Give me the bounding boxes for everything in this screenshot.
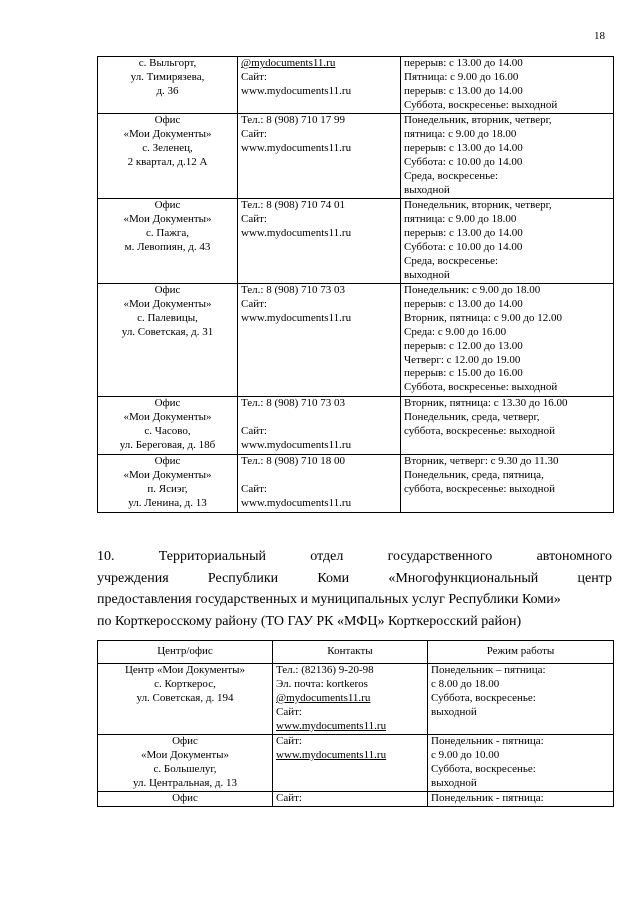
offices-table-kortkeros <box>97 640 614 807</box>
table-row <box>98 397 614 455</box>
offices-table-syktyvdinsky <box>97 56 614 513</box>
phone: Тел.: 8 (908) 710 73 03 <box>241 397 346 409</box>
page-number: 18 <box>594 30 605 42</box>
website-link[interactable]: www.mydocuments11.ru <box>241 84 352 97</box>
office-cell: Офис «Мои Документы» с. Палевицы, ул. Советская, д. 31 <box>98 284 238 397</box>
office-cell: Офис «Мои Документы» с. Часово, ул. Береговая, д. 18б <box>98 397 238 455</box>
hours-cell: Вторник, четверг: с 9.30 до 11.30 Понедельник, среда, пятница, суббота, воскресенье: выходной <box>401 455 614 513</box>
hours-cell: Понедельник, вторник, четверг, пятница: с 9.00 до 18.00 перерыв: с 13.00 до 14.00 Суббота: с 10.00 до 14.00 Среда, воскресенье: выходной <box>401 114 614 199</box>
hours-cell: Понедельник, вторник, четверг, пятница: с 9.00 до 18.00 перерыв: с 13.00 до 14.00 Суббота: с 10.00 до 14.00 Среда, воскресенье: выходной <box>401 199 614 284</box>
office-cell: Офис «Мои Документы» с. Зеленец, 2 квартал, д.12 А <box>98 114 238 199</box>
website-link[interactable]: www.mydocuments11.ru <box>241 496 352 509</box>
office-cell: Центр «Мои Документы» с. Корткерос, ул. Советская, д. 194 <box>98 664 273 735</box>
contacts-cell: Тел.: 8 (908) 710 73 03 Сайт: www.mydocuments11.ru <box>238 397 401 455</box>
contacts-cell: Тел.: 8 (908) 710 73 03 Сайт: www.mydocuments11.ru <box>238 284 401 397</box>
table-row <box>98 114 614 199</box>
website-link[interactable]: www.mydocuments11.ru <box>276 719 387 732</box>
heading-line: 10. Территориальный отдел государственного автономного <box>97 549 612 564</box>
table-header-row <box>98 641 614 664</box>
table-row <box>98 792 614 807</box>
contacts-cell: @mydocuments11.ru Сайт: www.mydocuments11.ru <box>238 57 401 114</box>
website-link[interactable]: www.mydocuments11.ru <box>241 311 352 324</box>
contacts-cell: Тел.: 8 (908) 710 18 00 Сайт: www.mydocuments11.ru <box>238 455 401 513</box>
website-link[interactable]: www.mydocuments11.ru <box>241 226 352 239</box>
heading-line: по Корткеросскому району (ТО ГАУ РК «МФЦ» Корткеросский район) <box>97 613 522 629</box>
contacts-cell: Сайт: <box>273 792 428 807</box>
contacts-cell: Тел.: (82136) 9-20-98 Эл. почта: kortkeros @mydocuments11.ru Сайт: www.mydocuments11.ru <box>273 664 428 735</box>
contacts-cell: Тел.: 8 (908) 710 17 99 Сайт: www.mydocuments11.ru <box>238 114 401 199</box>
office-cell: с. Выльгорт, ул. Тимирязева, д. 36 <box>98 57 238 114</box>
hours-cell: Вторник, пятница: с 13.30 до 16.00 Понедельник, среда, четверг, суббота, воскресенье: выходной <box>401 397 614 455</box>
table-row <box>98 455 614 513</box>
hours-cell: Понедельник - пятница: <box>428 792 614 807</box>
phone: Тел.: 8 (908) 710 73 03 <box>241 284 346 296</box>
column-header: Контакты <box>273 641 428 664</box>
website-link[interactable]: www.mydocuments11.ru <box>241 438 352 451</box>
phone: Тел.: 8 (908) 710 74 01 <box>241 199 346 211</box>
contacts-cell: Тел.: 8 (908) 710 74 01 Сайт: www.mydocuments11.ru <box>238 199 401 284</box>
phone: Тел.: 8 (908) 710 18 00 <box>241 455 346 467</box>
office-cell: Офис <box>98 792 273 807</box>
hours-cell: Понедельник - пятница: с 9.00 до 10.00 Суббота, воскресенье: выходной <box>428 735 614 792</box>
table-row <box>98 57 614 114</box>
table-row <box>98 735 614 792</box>
phone: Тел.: 8 (908) 710 17 99 <box>241 114 346 126</box>
column-header: Режим работы <box>428 641 614 664</box>
website-link[interactable]: www.mydocuments11.ru <box>241 141 352 154</box>
heading-line: учреждения Республики Коми «Многофункциональный центр <box>97 570 612 586</box>
email-link[interactable]: @mydocuments11.ru <box>241 57 336 69</box>
column-header: Центр/офис <box>98 641 273 664</box>
hours-cell: перерыв: с 13.00 до 14.00 Пятница: с 9.00 до 16.00 перерыв: с 13.00 до 14.00 Суббота, воскресенье: выходной <box>401 57 614 114</box>
office-cell: Офис «Мои Документы» с. Пажга, м. Левопиян, д. 43 <box>98 199 238 284</box>
heading-line: предоставления государственных и муниципальных услуг Республики Коми» <box>97 592 561 607</box>
contacts-cell: Сайт: www.mydocuments11.ru <box>273 735 428 792</box>
phone: Тел.: (82136) 9-20-98 <box>276 664 374 676</box>
table-row <box>98 284 614 397</box>
hours-cell: Понедельник: с 9.00 до 18.00 перерыв: с 13.00 до 14.00 Вторник, пятница: с 9.00 до 12.00 Среда: с 9.00 до 16.00 перерыв: с 12.00 до 13.00 Четверг: с 12.00 до 19.00 перерыв: с 15.00 до 16.00 Суббота, воскресенье: выходной <box>401 284 614 397</box>
office-cell: Офис «Мои Документы» п. Ясиэг, ул. Ленина, д. 13 <box>98 455 238 513</box>
table-row <box>98 664 614 735</box>
email-link[interactable]: @mydocuments11.ru <box>276 691 371 704</box>
website-link[interactable]: www.mydocuments11.ru <box>276 748 387 761</box>
section-10-heading <box>97 546 612 632</box>
office-cell: Офис «Мои Документы» с. Большелуг, ул. Центральная, д. 13 <box>98 735 273 792</box>
hours-cell: Понедельник – пятница: с 8.00 до 18.00 Суббота, воскресенье: выходной <box>428 664 614 735</box>
table-row <box>98 199 614 284</box>
